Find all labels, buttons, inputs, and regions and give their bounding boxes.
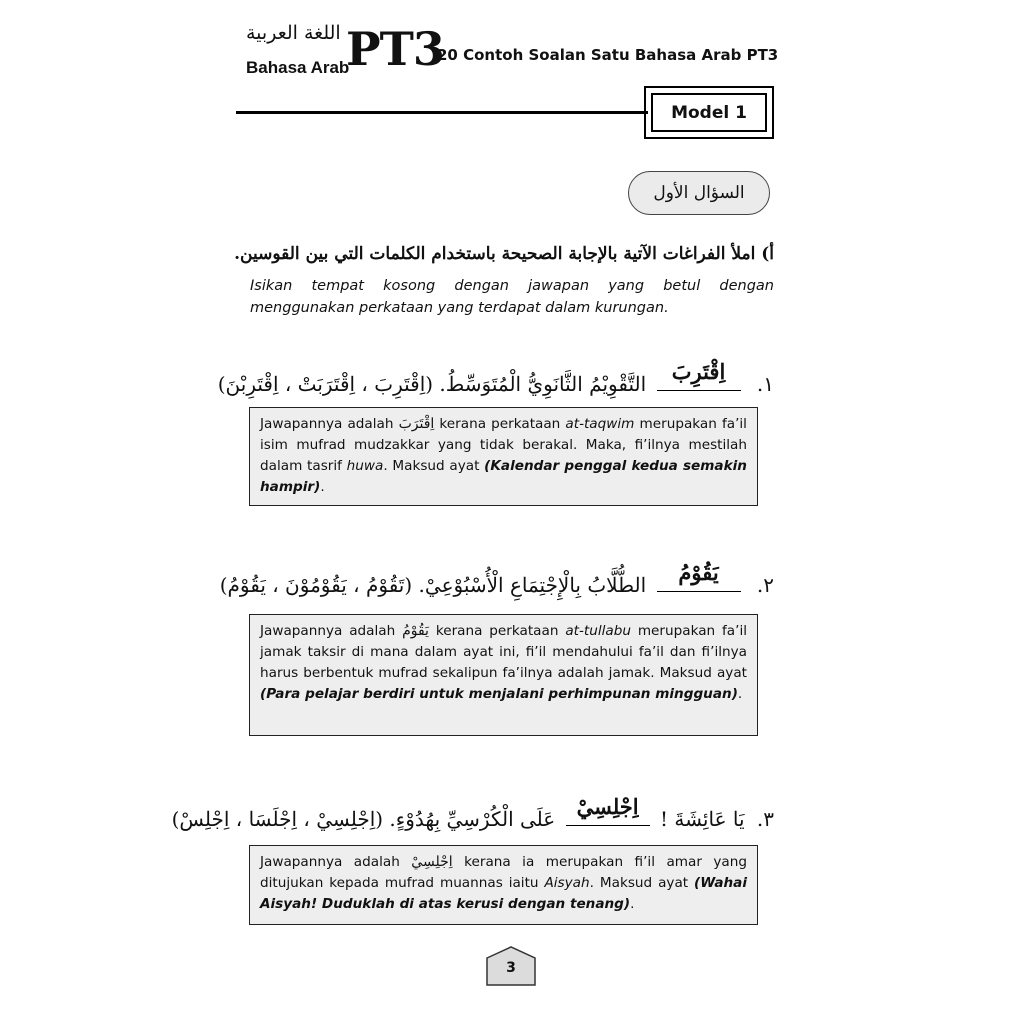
- answer-blank: [657, 359, 741, 391]
- sentence-meaning: (Wahai Aisyah! Duduklah di atas kerusi dengan tenang): [260, 875, 748, 912]
- explanation-end: .: [320, 479, 325, 495]
- sentence-meaning: (Kalendar penggal kedua semakin hampir): [260, 458, 747, 495]
- arabic-subject-title: اللغة العربية: [246, 22, 341, 44]
- question-text: عَلَى الْكُرْسِيِّ بِهُدُوْءٍ. (اِجْلِسِيْ ، اِجْلَسَا ، اِجْلِسْ): [171, 807, 556, 831]
- explanation-text: merupakan fa’il jamak taksir di mana dalam ayat ini, fi’il mendahului fa’il dan fi’ilnya harus berbentuk mufrad sekalipun fa’ilnya adalah jamak. Maksud ayat: [260, 623, 748, 681]
- explanation-end: .: [737, 686, 743, 702]
- subject-title: Bahasa Arab: [246, 58, 350, 77]
- question-text-prefix: يَا عَائِشَةَ !: [659, 807, 745, 831]
- explanation-text: kerana ia merupakan fi’il amar yang ditujukan kepada mufrad muannas iaitu: [260, 854, 748, 891]
- page-number-badge: [486, 946, 536, 986]
- subject-term: at-tullabu: [565, 623, 631, 639]
- model-label-box: [644, 86, 774, 139]
- answer-word: يَقُوْمُ: [402, 623, 429, 639]
- answer-explanation-1: [249, 407, 758, 506]
- answer-word: اِقْتَرَبَ: [398, 416, 435, 432]
- answer-explanation-2: [249, 614, 758, 736]
- answer-word: اِجْلِسِيْ: [411, 854, 453, 870]
- header-divider: [236, 111, 648, 114]
- explanation-text: . Maksud ayat: [589, 875, 689, 891]
- explanation-end: .: [630, 896, 635, 912]
- explanation-text: kerana perkataan: [435, 623, 559, 639]
- model-label: Model 1: [651, 93, 767, 132]
- question-1: [217, 359, 774, 396]
- question-number: ١.: [756, 372, 774, 396]
- answer-word: يَقُوْمُ: [678, 560, 719, 585]
- explanation-prefix: Jawapannya adalah: [260, 416, 394, 432]
- pt3-logo: PT3: [346, 22, 444, 76]
- explanation-text: . Maksud ayat: [383, 458, 480, 474]
- question-2: [219, 560, 774, 597]
- question-3: [171, 794, 774, 831]
- question-text: الطُّلَّابُ بِالْإِجْتِمَاعِ الْأُسْبُوْعِيْ. (تَقُوْمُ ، يَقُوْمُوْنَ ، يَقُوْمُ): [219, 573, 647, 597]
- answer-blank: [657, 560, 741, 592]
- question-text: التَّقْوِيْمُ الثَّانَوِيُّ الْمُتَوَسِّطُ. (اِقْتَرِبَ ، اِقْتَرَبَتْ ، اِقْتَرِبْنَ): [217, 372, 647, 396]
- answer-word: اِجْلِسِيْ: [576, 794, 639, 819]
- instruction-malay: Isikan tempat kosong dengan jawapan yang betul dengan menggunakan perkataan yang terdapat dalam kurungan.: [250, 278, 774, 316]
- tasrif-term: huwa: [346, 458, 384, 474]
- explanation-prefix: Jawapannya adalah: [260, 854, 400, 870]
- sentence-meaning: (Para pelajar berdiri untuk menjalani perhimpunan mingguan): [260, 686, 738, 702]
- answer-explanation-3: [249, 845, 758, 925]
- question-number: ٢.: [756, 573, 774, 597]
- explanation-text: merupakan fa’il isim mufrad mudzakkar yang tidak berakal. Maka, fi’ilnya mestilah dalam tasrif: [260, 416, 747, 474]
- page-number: 3: [506, 960, 516, 976]
- answer-blank: [566, 794, 650, 826]
- explanation-prefix: Jawapannya adalah: [260, 623, 396, 639]
- book-title: 20 Contoh Soalan Satu Bahasa Arab PT3: [437, 46, 779, 64]
- answer-word: اِقْتَرِبَ: [671, 359, 726, 384]
- question-label: السؤال الأول: [628, 171, 770, 215]
- subject-term: at-taqwim: [565, 416, 635, 432]
- instruction-arabic: أ) املأ الفراغات الآتية بالإجابة الصحيحة باستخدام الكلمات التي بين القوسين.: [234, 244, 774, 264]
- explanation-text: kerana perkataan: [439, 416, 561, 432]
- question-number: ٣.: [756, 807, 774, 831]
- subject-term: Aisyah: [544, 875, 590, 891]
